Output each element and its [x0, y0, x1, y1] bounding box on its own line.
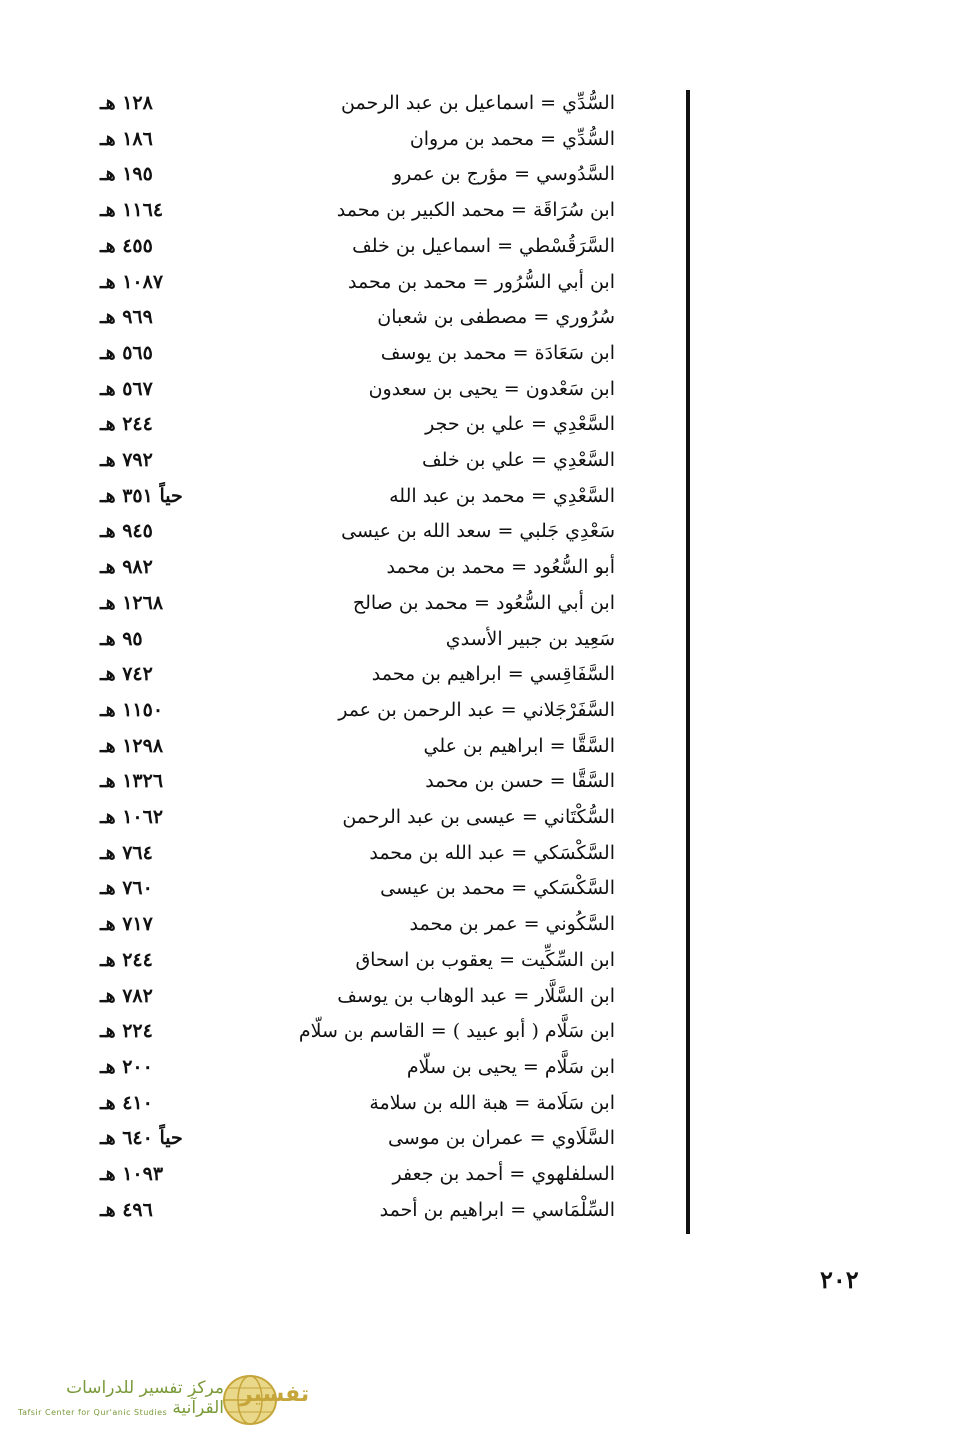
entry-name: سَعِيد بن جبير الأسدي [445, 627, 615, 650]
logo-arabic-text: مركز تفسير للدراسات القرآنية [66, 1378, 224, 1418]
entry-name: السَّكُوني = عمر بن محمد [409, 913, 615, 936]
entry-name: أبو السُّعُود = محمد بن محمد [386, 556, 615, 579]
entry-name: ابن السَّلَّار = عبد الوهاب بن يوسف [337, 984, 615, 1007]
entry-year: حياً ٣٥١ هـ [100, 484, 183, 507]
page-number: ٢٠٢ [820, 1265, 859, 1294]
index-entry [0, 372, 975, 408]
index-entry [0, 86, 975, 122]
entry-year: ١٠٦٢ هـ [100, 806, 164, 828]
index-entry [0, 265, 975, 301]
entry-year: ٧٦٤ هـ [100, 841, 153, 864]
entry-year: ٢٠٠ هـ [100, 1055, 153, 1078]
entry-year: ١٠٨٧ هـ [100, 270, 164, 293]
entry-year: ٧٤٢ هـ [100, 663, 153, 686]
entry-year: ٥٦٥ هـ [100, 341, 153, 364]
entry-year: ١١٦٤ هـ [100, 199, 164, 222]
entry-name: سَعْدِي جَلبي = سعد الله بن عيسى [341, 520, 615, 543]
entry-year: ٢٢٤ هـ [100, 1020, 153, 1043]
logo-english-text: Tafsir Center for Qur'anic Studies [18, 1408, 168, 1417]
index-entry [0, 1050, 975, 1086]
entry-year: حياً ٦٤٠ هـ [100, 1127, 183, 1150]
index-entry [0, 979, 975, 1015]
index-entry [0, 1014, 975, 1050]
entry-name: ابن سُرَاقَة = محمد الكبير بن محمد [336, 199, 615, 222]
entry-name: السُّدِّي = اسماعيل بن عبد الرحمن [341, 92, 615, 114]
entry-year: ١٢٦٨ هـ [100, 591, 164, 614]
tafsir-center-logo [14, 1372, 310, 1428]
index-entry [0, 336, 975, 372]
entry-name: ابن سَلَّام = يحيى بن سلّام [406, 1055, 615, 1078]
entry-year: ٩٦٩ هـ [100, 306, 153, 329]
entry-year: ١٩٥ هـ [100, 163, 153, 186]
entry-year: ١٨٦ هـ [100, 127, 153, 150]
entry-year: ١٣٢٦ هـ [100, 770, 164, 793]
entry-year: ١٠٩٣ هـ [100, 1163, 164, 1185]
entry-year: ٩٤٥ هـ [100, 520, 153, 543]
index-entry [0, 657, 975, 693]
entry-name: السُّدِّي = محمد بن مروان [409, 127, 615, 150]
logo-word: تفسير [240, 1382, 310, 1407]
entry-name: السَّلَاوي = عمران بن موسى [387, 1127, 615, 1150]
entry-name: السَّقَّا = ابراهيم بن علي [423, 734, 615, 757]
entry-year: ٧١٧ هـ [100, 913, 153, 936]
entry-name: ابن سَلَامة = هبة الله بن سلامة [369, 1091, 615, 1114]
index-entry [0, 193, 975, 229]
entry-name: السَّفَاقِسي = ابراهيم بن محمد [371, 663, 615, 686]
index-entry [0, 300, 975, 336]
entry-year: ٢٤٤ هـ [100, 413, 153, 436]
entry-name: السَّعْدِي = محمد بن عبد الله [389, 484, 615, 507]
entry-name: السَّعْدِي = علي بن خلف [421, 449, 615, 471]
entry-year: ١٢٩٨ هـ [100, 734, 164, 757]
entry-year: ٥٦٧ هـ [100, 377, 153, 400]
entry-name: ابن سَعْدون = يحيى بن سعدون [368, 377, 615, 400]
index-entry [0, 550, 975, 586]
index-entry [0, 1157, 975, 1193]
index-entry [0, 764, 975, 800]
index-entry [0, 622, 975, 658]
entry-year: ٧٨٢ هـ [100, 984, 153, 1007]
entry-name: ابن سَعَادَة = محمد بن يوسف [380, 341, 615, 364]
index-entry [0, 1121, 975, 1157]
entry-name: السَّعْدِي = علي بن حجر [425, 413, 615, 436]
entry-year: ٢٤٤ هـ [100, 948, 153, 971]
entry-year: ١١٥٠ هـ [100, 698, 164, 721]
entry-year: ١٢٨ هـ [100, 92, 153, 114]
index-entry [0, 1086, 975, 1122]
index-entry [0, 122, 975, 158]
entry-name: السَّقَّا = حسن بن محمد [425, 770, 615, 793]
index-entry [0, 871, 975, 907]
entry-year: ٧٦٠ هـ [100, 877, 153, 900]
index-entry [0, 443, 975, 479]
index-entry [0, 157, 975, 193]
index-entry [0, 1193, 975, 1229]
index-entry [0, 836, 975, 872]
index-entry [0, 514, 975, 550]
entry-name: ابن أبي السُّرُور = محمد بن محمد [348, 270, 615, 293]
entry-name: ابن أبي السُّعُود = محمد بن صالح [352, 591, 615, 614]
entry-name: السُّكْتَاني = عيسى بن عبد الرحمن [342, 806, 615, 828]
entry-year: ٤٥٥ هـ [100, 234, 153, 257]
entry-year: ٧٩٢ هـ [100, 449, 153, 471]
entry-name: السَّكْسَكي = محمد بن عيسى [380, 877, 615, 900]
entry-year: ٤١٠ هـ [100, 1091, 153, 1114]
entry-name: السِّلْمَاسي = ابراهيم بن أحمد [379, 1198, 615, 1221]
index-entry [0, 693, 975, 729]
entry-name: السَّرَقُسْطي = اسماعيل بن خلف [352, 234, 615, 257]
entry-year: ٩٥ هـ [100, 627, 143, 650]
entry-name: ابن السِّكِّيت = يعقوب بن اسحاق [355, 948, 615, 971]
index-entry [0, 407, 975, 443]
entry-name: السَّفَرْجَلاني = عبد الرحمن بن عمر [338, 698, 615, 721]
entry-name: السَّدُوسي = مؤرج بن عمرو [392, 163, 615, 186]
index-entry [0, 586, 975, 622]
entry-year: ٤٩٦ هـ [100, 1198, 153, 1221]
index-entry [0, 729, 975, 765]
entry-name: السَّكْسَكي = عبد الله بن محمد [369, 841, 615, 864]
entry-year: ٩٨٢ هـ [100, 556, 153, 579]
entry-name: السلفلهوي = أحمد بن جعفر [392, 1163, 615, 1185]
index-entry [0, 907, 975, 943]
index-entry [0, 800, 975, 836]
index-entry [0, 229, 975, 265]
index-entry [0, 943, 975, 979]
index-entry [0, 479, 975, 515]
entry-name: سُرُوري = مصطفى بن شعبان [377, 306, 615, 329]
entry-name: ابن سَلَّام ( أبو عبيد ) = القاسم بن سلّام [298, 1020, 615, 1043]
